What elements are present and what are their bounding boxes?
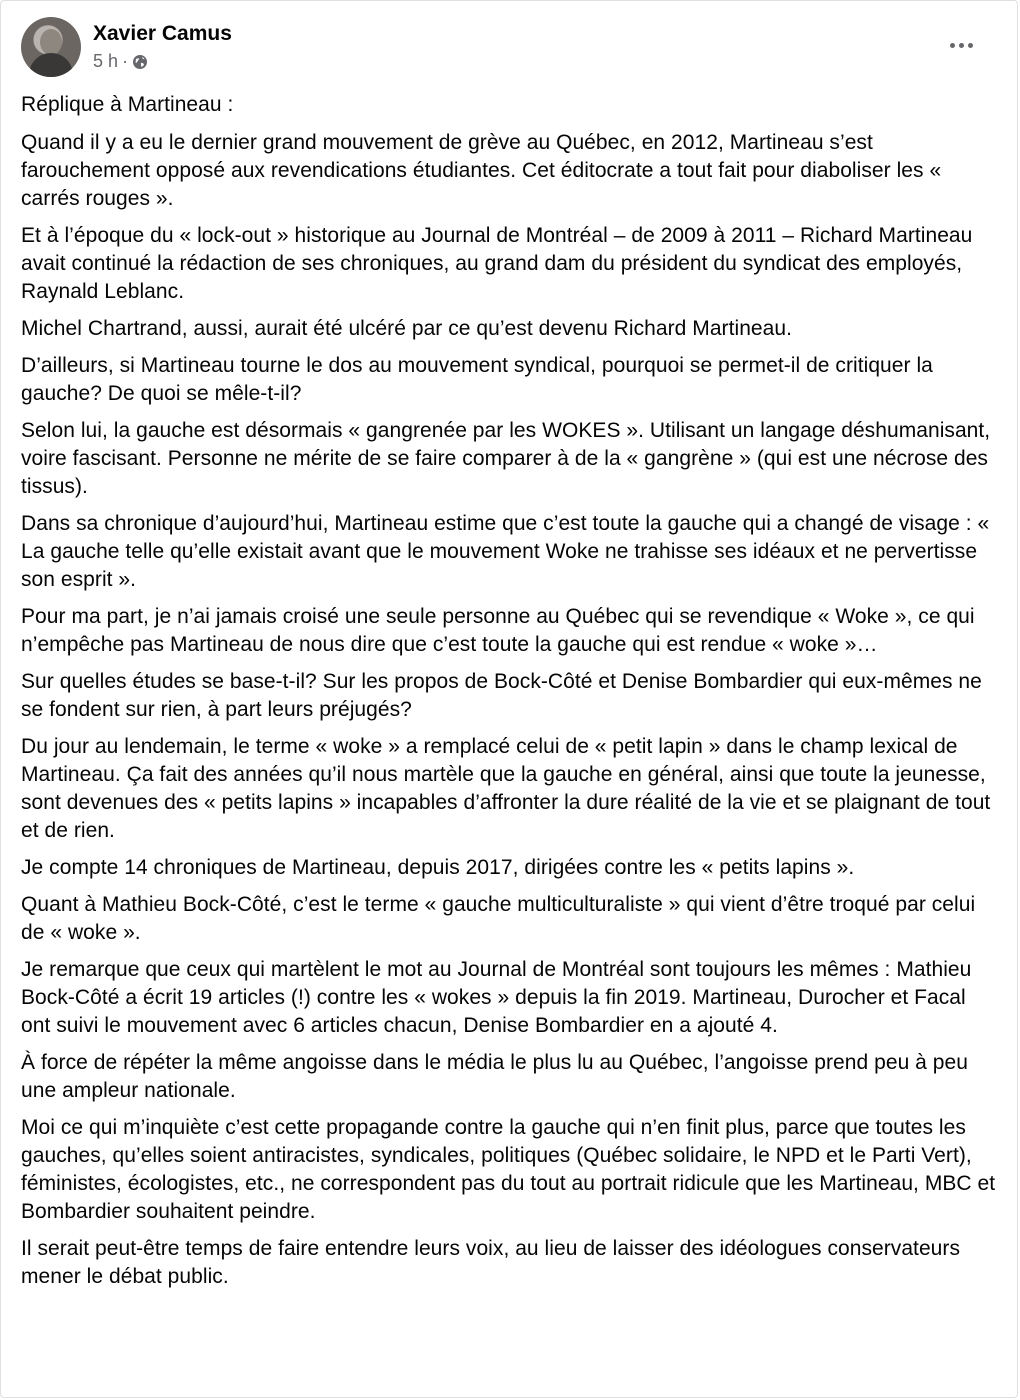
post-paragraph: Michel Chartrand, aussi, aurait été ulcéré par ce qu’est devenu Richard Martineau.: [21, 317, 792, 340]
post-paragraph: Je remarque que ceux qui martèlent le mot au Journal de Montréal sont toujours les mêmes : Mathieu Bock-Côté a écrit 19 articles (!) contre les « wokes » depuis la fin 2019. Martineau, Durocher et Facal ont suivi le mouvement avec 6 articles chacun, Denise Bombardier en a ajouté 4.: [21, 958, 972, 1037]
more-options-icon[interactable]: [941, 31, 981, 59]
more-dot: [968, 43, 973, 48]
more-dot: [959, 43, 964, 48]
post-timestamp[interactable]: 5 h: [93, 51, 119, 71]
post-paragraph: Il serait peut-être temps de faire entendre leurs voix, au lieu de laisser des idéologues conservateurs mener le débat public.: [21, 1237, 960, 1288]
avatar-head: [40, 29, 62, 55]
avatar-body: [29, 53, 73, 77]
post-paragraph: Je compte 14 chroniques de Martineau, depuis 2017, dirigées contre les « petits lapins ».: [21, 856, 855, 879]
post-time-row: [93, 50, 232, 72]
post-header: [21, 17, 232, 77]
post-content: [21, 91, 996, 1300]
post-paragraph: Du jour au lendemain, le terme « woke » a remplacé celui de « petit lapin » dans le champ lexical de Martineau. Ça fait des années qu’il nous martèle que la gauche en général, ainsi que toute la jeunesse, sont devenues des « petits lapins » incapables d’affronter la dure réalité de la vie et se plaignant de tout et de rien.: [21, 735, 991, 842]
post-paragraph: Selon lui, la gauche est désormais « gangrenée par les WOKES ». Utilisant un langage déshumanisant, voire fascisant. Personne ne mérite de se faire comparer à de la « gangrène » (qui est une nécrose des tissus).: [21, 419, 991, 498]
post-paragraph: Quand il y a eu le dernier grand mouvement de grève au Québec, en 2012, Martineau s’est farouchement opposé aux revendications étudiantes. Cet éditocrate a tout fait pour diaboliser les « carrés rouges ».: [21, 131, 942, 210]
post-paragraph: Moi ce qui m’inquiète c’est cette propagande contre la gauche qui n’en finit plus, parce que toutes les gauches, qu’elles soient antiracistes, syndicales, politiques (Québec solidaire, le NPD et le Parti Vert), féministes, écologistes, etc., ne correspondent pas du tout au portrait ridicule que les Martineau, MBC et Bombardier souhaitent peindre.: [21, 1116, 996, 1223]
post-meta: [93, 17, 232, 72]
post-paragraph: Sur quelles études se base-t-il? Sur les propos de Bock-Côté et Denise Bombardier qui eux-mêmes ne se fondent sur rien, à part leurs préjugés?: [21, 670, 982, 721]
post-paragraph: Réplique à Martineau :: [21, 93, 234, 116]
post-paragraph: Quant à Mathieu Bock-Côté, c’est le terme « gauche multiculturaliste » qui vient d’être troqué par celui de « woke ».: [21, 893, 976, 944]
separator: ·: [122, 51, 129, 71]
post-paragraph: Pour ma part, je n’ai jamais croisé une seule personne au Québec qui se revendique « Woke », ce qui n’empêche pas Martineau de nous dire que c’est toute la gauche qui est rendue « woke »…: [21, 605, 975, 656]
post-paragraph: D’ailleurs, si Martineau tourne le dos au mouvement syndical, pourquoi se permet-il de critiquer la gauche? De quoi se mêle-t-il?: [21, 354, 933, 405]
globe-icon[interactable]: [132, 53, 148, 69]
author-name[interactable]: Xavier Camus: [93, 22, 232, 45]
post-paragraph: Dans sa chronique d’aujourd’hui, Martineau estime que c’est toute la gauche qui a changé de visage : « La gauche telle qu’elle existait avant que le mouvement Woke ne trahisse ses idéaux et ne pervertisse son esprit ».: [21, 512, 990, 591]
avatar[interactable]: [21, 17, 81, 77]
more-dot: [950, 43, 955, 48]
post-paragraph: À force de répéter la même angoisse dans le média le plus lu au Québec, l’angoisse prend peu à peu une ampleur nationale.: [21, 1051, 968, 1102]
post-paragraph: Et à l’époque du « lock-out » historique au Journal de Montréal – de 2009 à 2011 – Richard Martineau avait continué la rédaction de ses chroniques, au grand dam du président du syndicat des employés, Raynald Leblanc.: [21, 224, 973, 303]
